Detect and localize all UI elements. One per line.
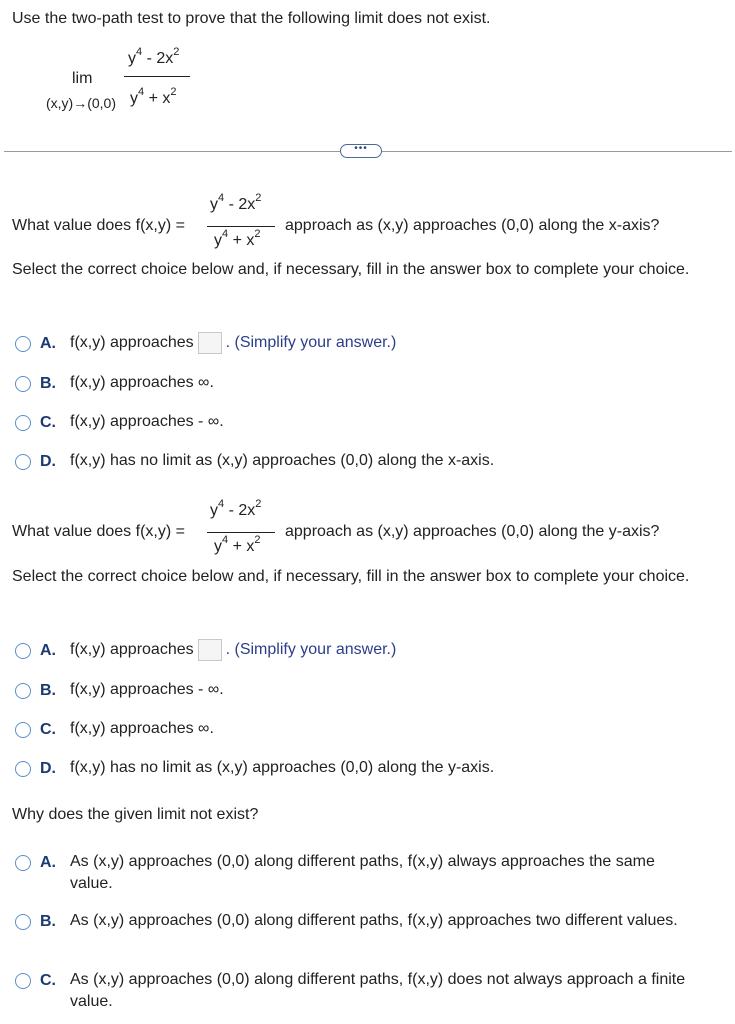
part2-question-suffix: approach as (x,y) approaches (0,0) along the y-axis?: [285, 523, 660, 540]
part1-instruction: Select the correct choice below and, if necessary, fill in the answer box to complete your choice.: [12, 261, 690, 278]
part3-option-c[interactable]: C. As (x,y) approaches (0,0) along different paths, f(x,y) does not always approach a finite value.: [15, 972, 720, 1013]
limit-fraction-bar: [124, 76, 190, 77]
radio-button[interactable]: [15, 761, 31, 777]
part1-option-b[interactable]: B. f(x,y) approaches ∞.: [15, 375, 214, 394]
radio-button[interactable]: [15, 376, 31, 392]
radio-button[interactable]: [15, 722, 31, 738]
part2-fraction-numerator: $y^4 - 2x^2$: [210, 498, 262, 519]
more-options-button[interactable]: •••: [340, 144, 382, 158]
answer-input-box[interactable]: [198, 639, 222, 661]
part2-instruction: Select the correct choice below and, if necessary, fill in the answer box to complete your choice.: [12, 568, 690, 585]
radio-button[interactable]: [15, 415, 31, 431]
radio-button[interactable]: [15, 643, 31, 659]
part1-question-suffix: approach as (x,y) approaches (0,0) along the x-axis?: [285, 217, 660, 234]
part2-option-c[interactable]: C. f(x,y) approaches ∞.: [15, 721, 214, 740]
lim-subscript: (x,y)→(0,0): [46, 95, 116, 111]
part1-option-c[interactable]: C. f(x,y) approaches - ∞.: [15, 414, 224, 433]
part3-option-b[interactable]: B. As (x,y) approaches (0,0) along different paths, f(x,y) approaches two different values.: [15, 913, 705, 932]
problem-title: Use the two-path test to prove that the following limit does not exist.: [12, 10, 491, 27]
part2-question-prefix: What value does f(x,y) =: [12, 523, 185, 540]
part2-fraction-denominator: $y^4 + x^2$: [214, 534, 261, 555]
part1-fraction-denominator: $y^4 + x^2$: [214, 228, 261, 249]
limit-numerator: $y^4 - 2x^2$: [128, 46, 180, 67]
radio-button[interactable]: [15, 336, 31, 352]
part1-fraction-numerator: $y^4 - 2x^2$: [210, 192, 262, 213]
limit-denominator: $y^4 + x^2$: [130, 86, 177, 107]
limit-expression: [0, 40, 220, 120]
part2-option-b[interactable]: B. f(x,y) approaches - ∞.: [15, 682, 224, 701]
lim-word: lim: [72, 70, 93, 87]
radio-button[interactable]: [15, 855, 31, 871]
part2-option-d[interactable]: D. f(x,y) has no limit as (x,y) approaches (0,0) along the y-axis.: [15, 760, 494, 779]
part3-question: Why does the given limit not exist?: [12, 806, 259, 823]
part1-option-d[interactable]: D. f(x,y) has no limit as (x,y) approaches (0,0) along the x-axis.: [15, 453, 494, 472]
part1-question-prefix: What value does f(x,y) =: [12, 217, 185, 234]
part2-fraction-bar: [207, 532, 275, 533]
radio-button[interactable]: [15, 973, 31, 989]
part3-option-a[interactable]: A. As (x,y) approaches (0,0) along different paths, f(x,y) always approaches the same value.: [15, 854, 705, 895]
part2-option-a[interactable]: A. f(x,y) approaches . (Simplify your answer.): [15, 642, 396, 661]
radio-button[interactable]: [15, 914, 31, 930]
radio-button[interactable]: [15, 454, 31, 470]
part1-fraction-bar: [207, 226, 275, 227]
part1-option-a[interactable]: A. f(x,y) approaches . (Simplify your answer.): [15, 335, 396, 354]
radio-button[interactable]: [15, 683, 31, 699]
answer-input-box[interactable]: [198, 332, 222, 354]
